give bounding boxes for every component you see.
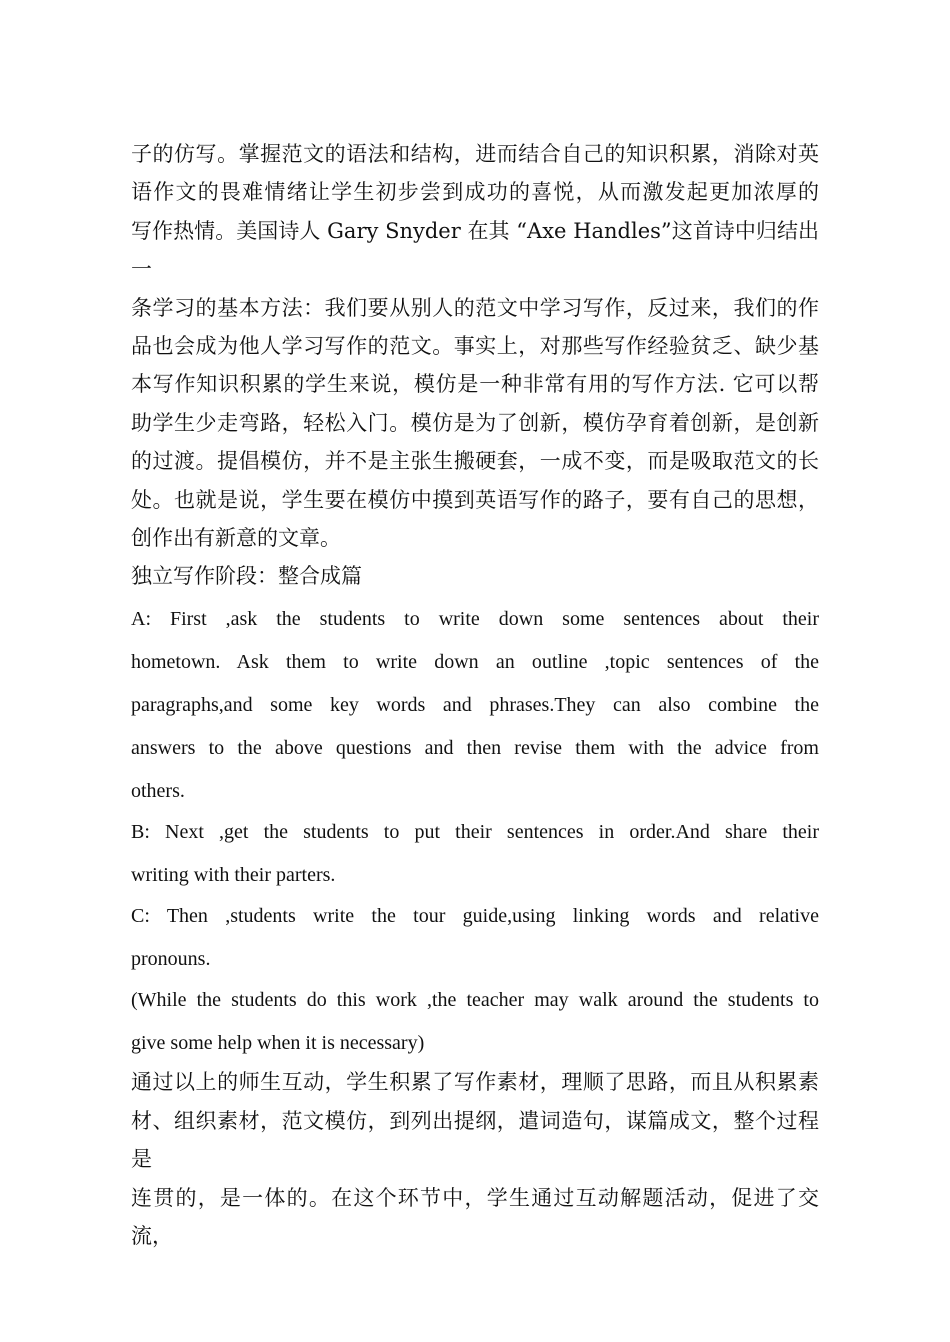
heading-text: 独立写作阶段：整合成篇 [131,564,362,589]
text-line: 处。也就是说，学生要在模仿中摸到英语写作的路子，要有自己的思想， [131,487,819,512]
text-line: others. [131,780,185,803]
text-line: 的过渡。提倡模仿，并不是主张生搬硬套，一成不变，而是吸取范文的长 [131,449,819,474]
paragraph-summary [131,1063,819,1255]
text-line: give some help when it is necessary) [131,1032,425,1055]
text-line: 通过以上的师生互动，学生积累了写作素材，理顺了思路，而且从积累素 [131,1070,819,1095]
text-line: C: Then ,students write the tour guide,using linking words and relative [131,905,819,928]
text-line: 本写作知识积累的学生来说，模仿是一种非常有用的写作方法. 它可以帮 [131,372,819,397]
document-body [131,135,819,1256]
text-line: 写作热情。美国诗人 Gary Snyder 在其 “Axe Handles”这首诗中归结出一 [131,218,819,282]
text-line: B: Next ,get the students to put their sentences in order.And share their [131,821,819,844]
text-line: 子的仿写。掌握范文的语法和结构，进而结合自己的知识积累，消除对英 [131,142,819,166]
paragraph-step-a [131,598,819,813]
text-line: 助学生少走弯路，轻松入门。模仿是为了创新，模仿孕育着创新，是创新 [131,410,819,435]
text-line: 品也会成为他人学习写作的范文。事实上，对那些写作经验贫乏、缺少基 [131,334,819,359]
paragraph-imitation-writing [131,135,819,557]
text-line: 语作文的畏难情绪让学生初步尝到成功的喜悦，从而激发起更加浓厚的 [131,180,819,205]
paragraph-step-b [131,811,819,897]
text-line: writing with their parters. [131,864,336,887]
text-line: answers to the above questions and then revise them with the advice from [131,737,819,760]
text-line: hometown. Ask them to write down an outline ,topic sentences of the [131,651,819,674]
text-line: 条学习的基本方法：我们要从别人的范文中学习写作，反过来，我们的作 [131,295,819,320]
text-line: (While the students do this work ,the teacher may walk around the students to [131,989,819,1012]
paragraph-step-c [131,895,819,981]
section-heading [131,557,819,595]
text-line: pronouns. [131,948,211,971]
text-line: 创作出有新意的文章。 [131,526,341,551]
text-line: A: First ,ask the students to write down some sentences about their [131,608,819,631]
paragraph-teacher-note [131,979,819,1065]
text-line: 连贯的，是一体的。在这个环节中，学生通过互动解题活动，促进了交流， [131,1185,819,1249]
text-line: paragraphs,and some key words and phrases.They can also combine the [131,694,819,717]
text-line: 材、组织素材，范文模仿，到列出提纲，遣词造句，谋篇成文，整个过程是 [131,1108,819,1172]
